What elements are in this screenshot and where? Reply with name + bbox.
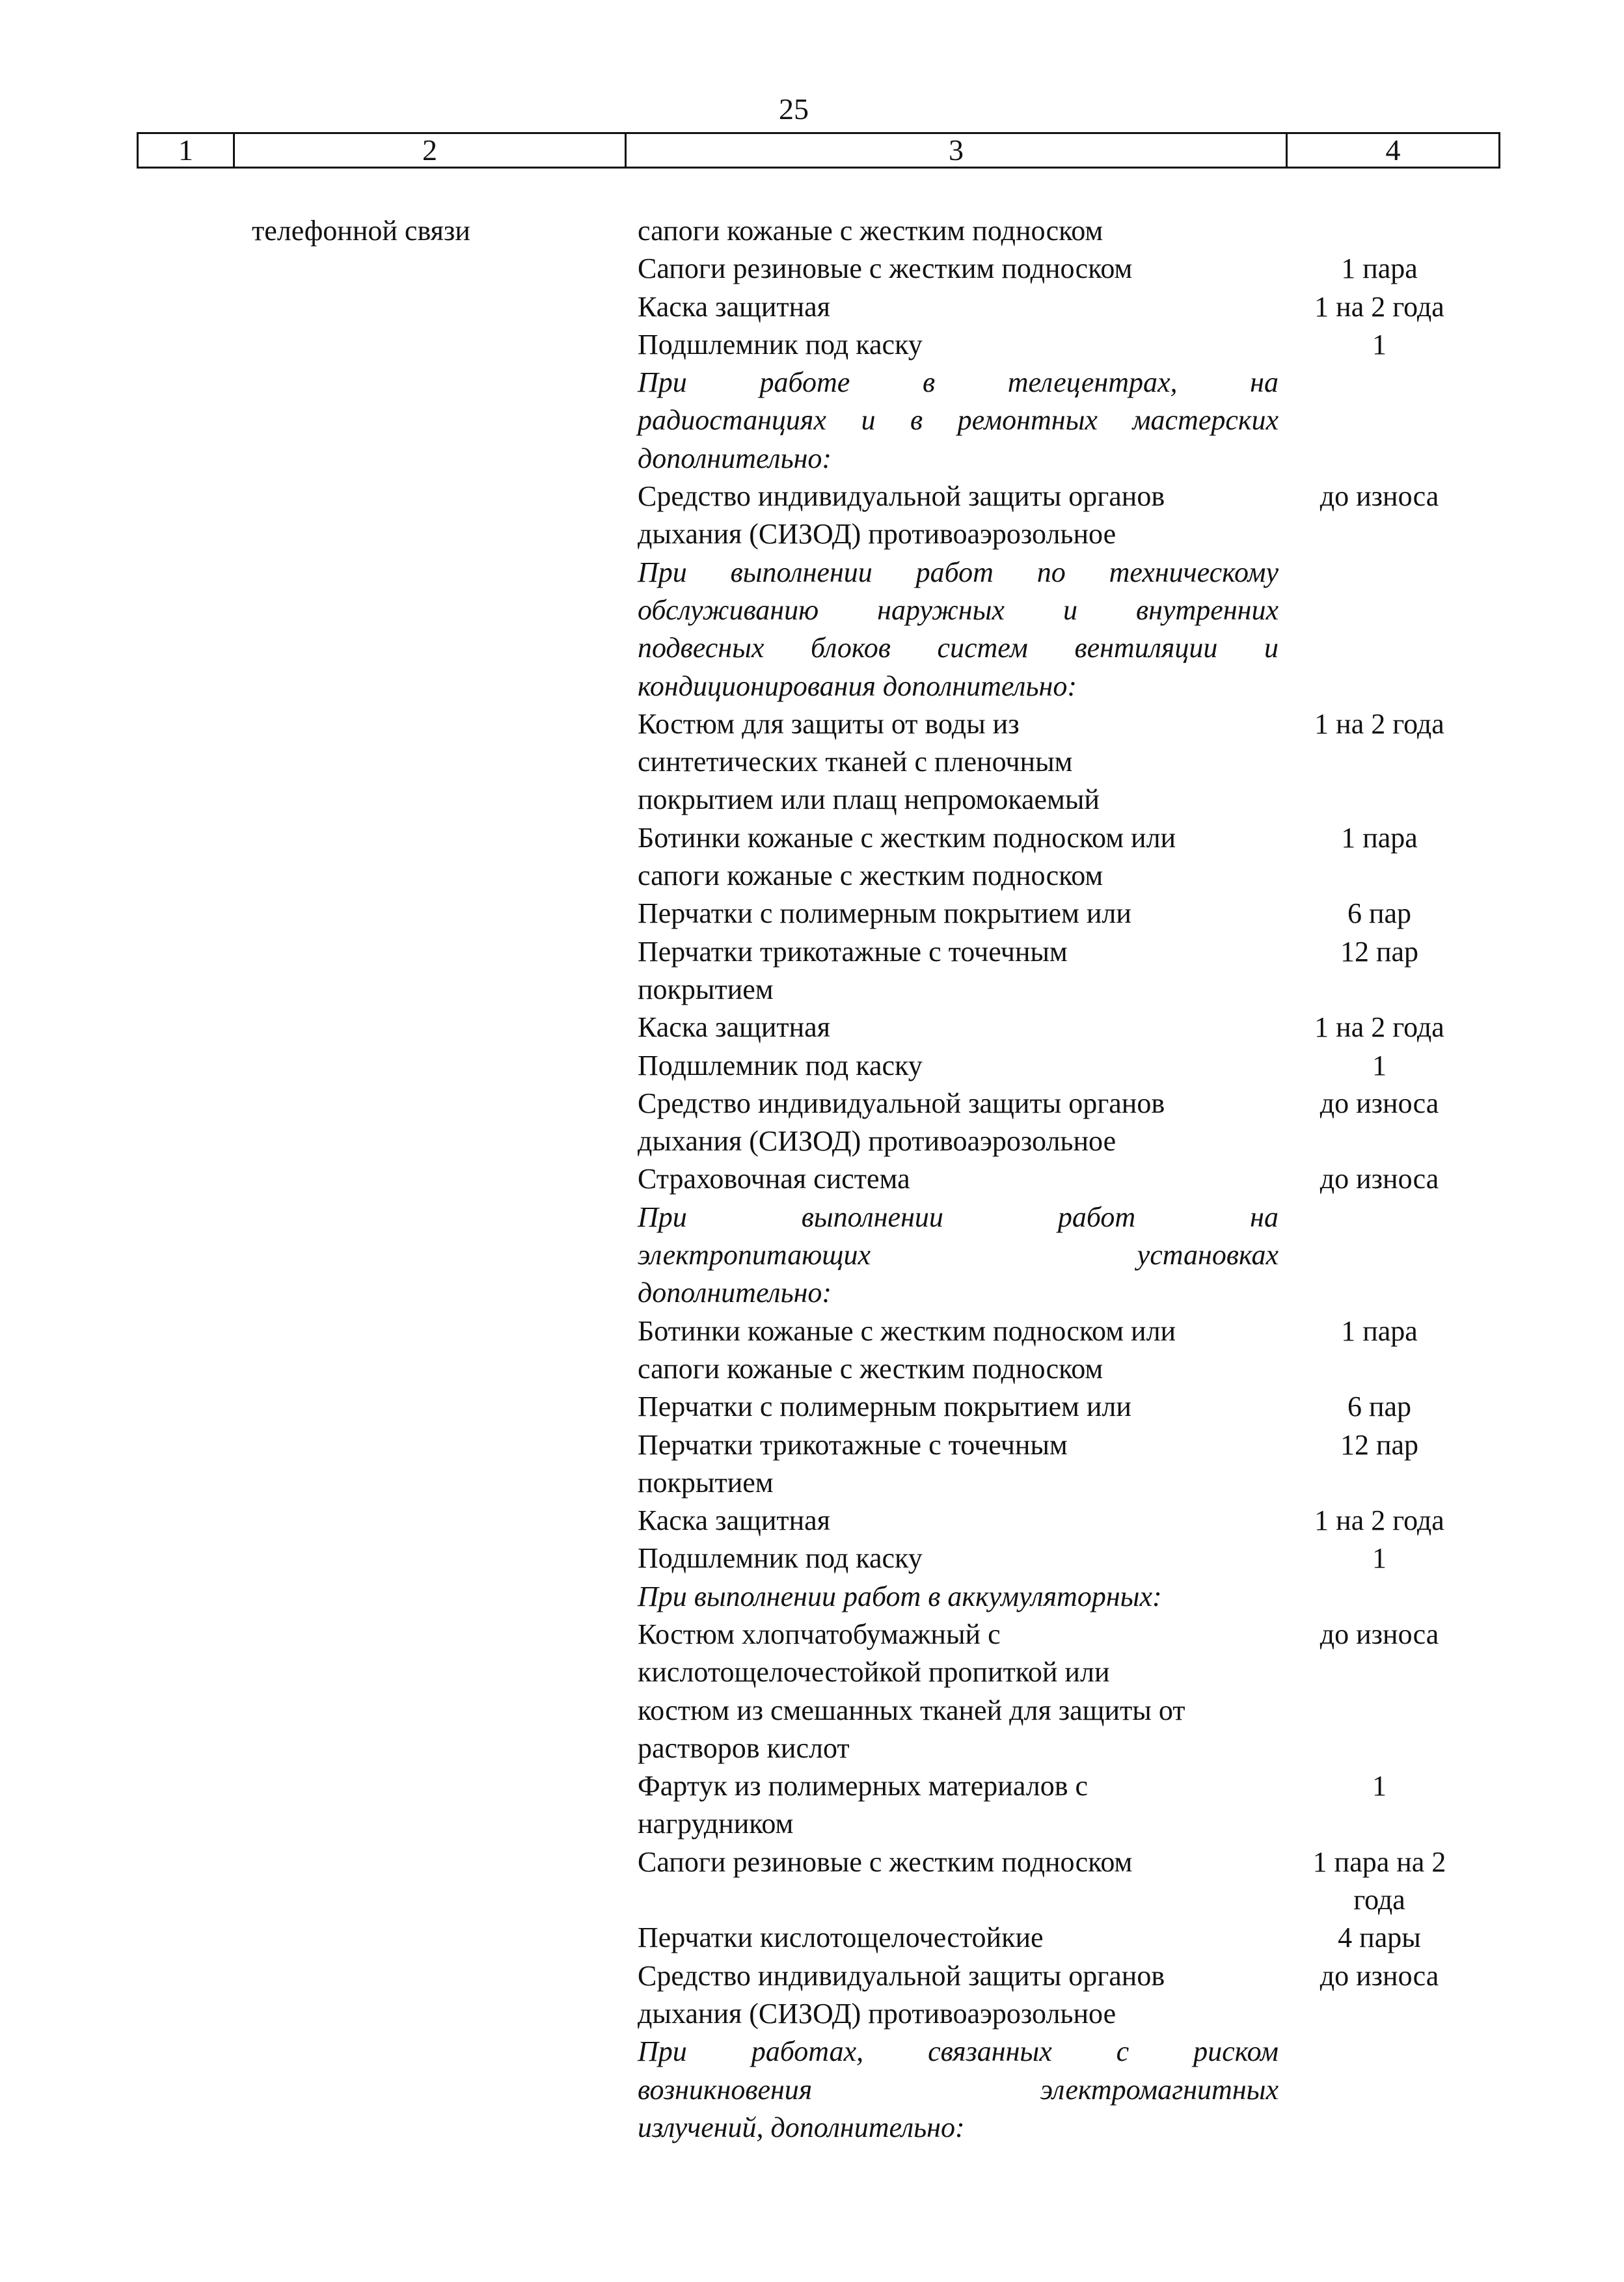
text-line: Сапоги резиновые с жестким подноском [638,252,1133,285]
ppe-item-row [638,1767,1496,1843]
ppe-item-name [638,1085,1279,1161]
text-line: излучений, дополнительно: [638,2111,965,2143]
text-line: нагрудником [638,1808,794,1840]
text-line: сапоги кожаные с жестким подноском [638,215,1103,247]
norm-line: 4 пары [1338,1922,1421,1954]
issue-norm [1279,1767,1480,1805]
ppe-item-row [638,705,1496,819]
ppe-item-row [638,1160,1496,1198]
text-line [638,1881,1279,1919]
norm-line: 1 на 2 года [1314,1504,1444,1537]
issue-norm [1279,895,1480,932]
issue-norm [1279,288,1480,326]
ppe-item-name [638,705,1279,819]
norm-line: 1 на 2 года [1314,1011,1444,1044]
section-note [638,2033,1496,2147]
norm-line: 1 на 2 года [1314,707,1444,740]
issue-norm [1279,1426,1480,1464]
norm-line: до износа [1320,1163,1439,1195]
section-note-text [638,1578,1279,1616]
text-line: костюм из смешанных тканей для защиты от [638,1694,1185,1726]
section-note-text [638,2033,1279,2147]
text-line: Костюм для защиты от воды из [638,707,1020,740]
norm-line: 1 на 2 года [1314,290,1444,323]
ppe-list [638,212,1496,2147]
ppe-item-name [638,1312,1279,1389]
section-note-text [638,364,1279,478]
ppe-item-row [638,1009,1496,1046]
norm-line: 12 пар [1340,935,1419,968]
issue-norm [1279,705,1480,743]
text-line: возникновения электромагнитных [638,2073,1279,2106]
text-line: Перчатки с полимерным покрытием или [638,1391,1131,1423]
section-note [638,364,1496,478]
ppe-item-row [638,1616,1496,1767]
norm-line: до износа [1320,1618,1439,1650]
text-line: Костюм хлопчатобумажный с [638,1618,1001,1650]
text-line: Подшлемник под каску [638,1542,923,1575]
header-col-1: 1 [139,134,235,167]
text-line: покрытием или плащ непромокаемый [638,783,1100,816]
ppe-item-name [638,212,1279,250]
ppe-item-row [638,478,1496,554]
ppe-item-name [638,1767,1279,1843]
ppe-item-name [638,1426,1279,1502]
ppe-item-row [638,1919,1496,1957]
ppe-item-name [638,1919,1279,1957]
norm-line: 1 [1372,328,1387,360]
ppe-item-name [638,326,1279,364]
text-line: Ботинки кожаные с жестким подноском или [638,821,1176,854]
issue-norm [1279,326,1480,364]
section-note-text [638,554,1279,705]
ppe-item-row [638,250,1496,288]
text-line: дыхания (СИЗОД) противоаэрозольное [638,518,1116,550]
norm-line: 1 пара [1341,1314,1418,1347]
ppe-item-name [638,1540,1279,1577]
ppe-item-name [638,1160,1279,1198]
issue-norm [1279,1388,1480,1426]
ppe-item-name [638,1957,1279,2033]
section-note [638,1578,1496,1616]
issue-norm [1279,819,1480,857]
ppe-item-row [638,1426,1496,1502]
text-line: Средство индивидуальной защиты органов [638,1087,1165,1119]
ppe-item-row [638,1047,1496,1085]
text-line: растворов кислот [638,1732,850,1764]
ppe-item-name [638,1843,1279,1920]
issue-norm [1279,1919,1480,1957]
text-line: дополнительно: [638,442,832,474]
text-line: подвесных блоков систем вентиляции и [638,632,1279,664]
ppe-item-name [638,819,1279,895]
ppe-item-name [638,1009,1279,1046]
ppe-item-row [638,1843,1496,1920]
norm-line: 1 пара [1341,252,1418,285]
norm-line: 1 пара [1341,821,1418,854]
ppe-item-name [638,250,1279,288]
issue-norm [1279,1502,1480,1540]
norm-line: 6 пар [1347,897,1412,930]
issue-norm [1279,1009,1480,1046]
text-line: покрытием [638,1466,774,1499]
norm-line: до износа [1320,1087,1439,1119]
text-line: дыхания (СИЗОД) противоаэрозольное [638,1125,1116,1158]
ppe-item-name [638,1047,1279,1085]
text-line: Ботинки кожаные с жестким подноском или [638,1314,1176,1347]
ppe-item-row [638,1502,1496,1540]
text-line: покрытием [638,973,774,1005]
header-col-4: 4 [1385,133,1401,167]
issue-norm [1279,1047,1480,1085]
norm-line: 6 пар [1347,1391,1412,1423]
text-line: сапоги кожаные с жестким подноском [638,1352,1103,1385]
text-line: синтетических тканей с пленочным [638,746,1073,778]
ppe-item-row [638,288,1496,326]
ppe-item-name [638,895,1279,932]
ppe-item-row [638,1085,1496,1161]
norm-line: года [1353,1884,1405,1916]
ppe-item-row [638,1312,1496,1389]
text-line: Перчатки с полимерным покрытием или [638,897,1131,930]
issue-norm [1279,1085,1480,1122]
header-col-3: 3 [627,134,1288,167]
text-line: При выполнении работ по техническому [638,556,1279,588]
issue-norm [1279,1540,1480,1577]
ppe-item-row [638,212,1496,250]
text-line: Средство индивидуальной защиты органов [638,1959,1165,1992]
ppe-item-name [638,478,1279,554]
issue-norm [1279,1312,1480,1350]
ppe-item-name [638,1388,1279,1426]
ppe-item-row [638,1957,1496,2033]
issue-norm [1279,1957,1480,1995]
text-line: При выполнении работ на [638,1201,1279,1233]
text-line: Перчатки трикотажные с точечным [638,935,1068,968]
text-line: Каска защитная [638,290,830,323]
text-line: Каска защитная [638,1504,830,1537]
ppe-item-row [638,326,1496,364]
ppe-item-name [638,1616,1279,1767]
text-line: сапоги кожаные с жестким подноском [638,860,1103,892]
text-line: Подшлемник под каску [638,328,923,360]
issue-norm [1279,1616,1480,1653]
text-line: При работах, связанных с риском [638,2035,1279,2068]
ppe-item-name [638,288,1279,326]
ppe-item-name [638,933,1279,1009]
norm-line: до износа [1320,480,1439,513]
norm-line: 1 пара на 2 [1312,1845,1446,1878]
text-line: Перчатки трикотажные с точечным [638,1428,1068,1461]
section-note [638,554,1496,705]
text-line: Перчатки кислотощелочестойкие [638,1922,1044,1954]
text-line: Сапоги резиновые с жестким подноском [638,1845,1133,1878]
issue-norm [1279,933,1480,971]
text-line: кондиционирования дополнительно: [638,670,1077,702]
text-line: При работе в телецентрах, на [638,366,1279,399]
ppe-item-row [638,933,1496,1009]
norm-line: 1 [1372,1770,1387,1802]
text-line: При выполнении работ в аккумуляторных: [638,1580,1162,1612]
ppe-item-row [638,895,1496,932]
text-line: Фартук из полимерных материалов с [638,1770,1089,1802]
text-line: дополнительно: [638,1277,832,1309]
norm-line: 12 пар [1340,1428,1419,1461]
ppe-item-row [638,1388,1496,1426]
text-line: обслуживанию наружных и внутренних [638,593,1279,626]
issue-norm [1279,1160,1480,1198]
ppe-item-row [638,1540,1496,1577]
text-line: кислотощелочестойкой пропиткой или [638,1656,1110,1689]
issue-norm [1279,1843,1480,1920]
page-number: 25 [779,92,809,126]
section-note [638,1199,1496,1312]
text-line: Страховочная система [638,1163,910,1195]
norm-line: 1 [1372,1049,1387,1081]
norm-line: 1 [1372,1542,1387,1575]
text-line: Средство индивидуальной защиты органов [638,480,1165,513]
text-line: радиостанциях и в ремонтных мастерских [638,404,1279,437]
profession-name: телефонной связи [252,215,470,247]
table-header [137,132,1500,169]
ppe-item-name [638,1502,1279,1540]
text-line: Каска защитная [638,1011,830,1044]
section-note-text [638,1199,1279,1312]
text-line: Подшлемник под каску [638,1049,923,1081]
text-line: электропитающих установках [638,1239,1279,1271]
ppe-item-row [638,819,1496,895]
norm-line: до износа [1320,1959,1439,1992]
header-col-2: 2 [235,134,627,167]
issue-norm [1279,478,1480,515]
issue-norm [1279,250,1480,288]
text-line: дыхания (СИЗОД) противоаэрозольное [638,1997,1116,2030]
